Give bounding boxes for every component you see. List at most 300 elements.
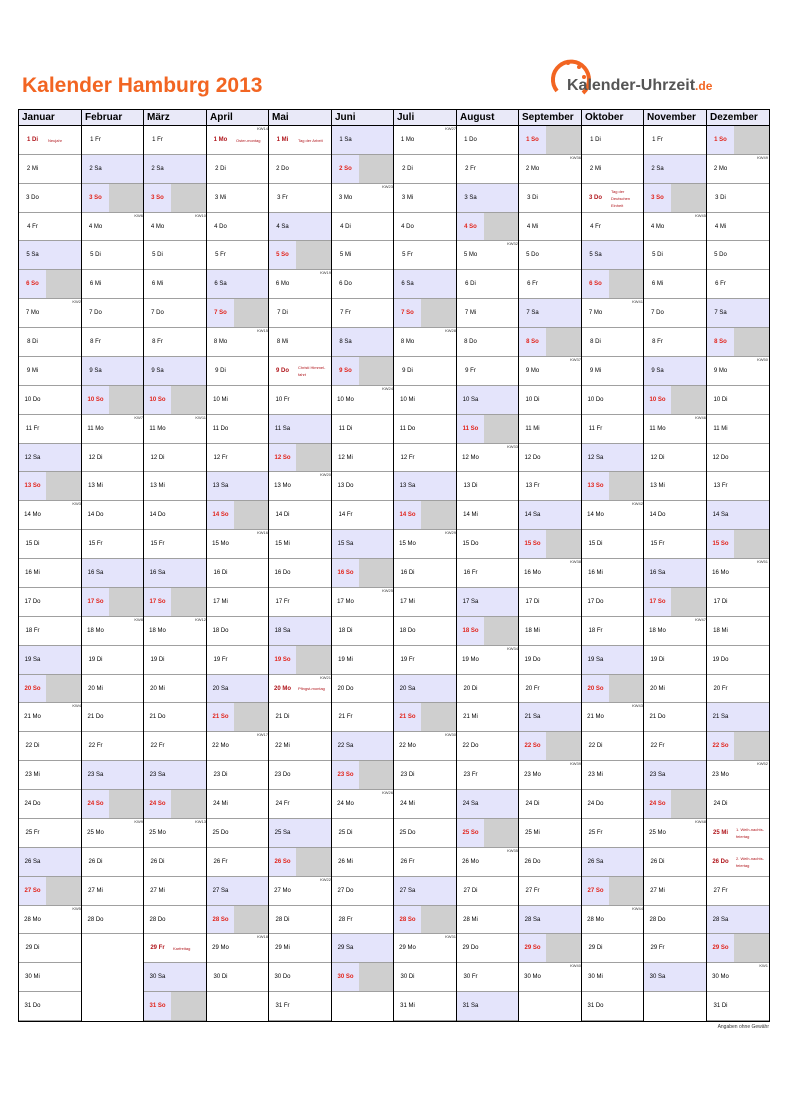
- day-label: 13 Fr: [713, 483, 728, 489]
- day-notes: [171, 241, 207, 269]
- day-cell: [82, 270, 144, 299]
- day-notes: [609, 444, 644, 471]
- day-label: 17 So: [149, 599, 166, 605]
- day-notes: [234, 472, 269, 500]
- holiday-name: Christi Himmel-fahrt: [298, 365, 326, 377]
- day-label: 17 Mo: [337, 599, 354, 605]
- day-cell: [519, 559, 582, 588]
- day-label: 10 So: [649, 397, 666, 403]
- day-label: 28 Mo: [24, 916, 41, 923]
- day-cell: [19, 184, 82, 213]
- day-label: 13 Mo: [274, 483, 291, 489]
- day-cell: [269, 241, 332, 270]
- day-notes: [359, 270, 394, 298]
- day-label: 15 Di: [25, 541, 40, 547]
- day-cell: [19, 761, 82, 790]
- day-label: 26 Mi: [338, 859, 353, 865]
- day-notes: [171, 328, 207, 356]
- day-cell: [19, 444, 82, 472]
- day-notes: [359, 213, 394, 240]
- day-notes: [546, 848, 582, 876]
- day-label: 24 So: [649, 801, 666, 807]
- day-cell: [582, 732, 644, 761]
- day-label: 6 Di: [465, 281, 476, 287]
- day-cell: [207, 559, 269, 588]
- day-cell: [707, 703, 769, 732]
- day-label: 10 Di: [525, 397, 540, 403]
- day-notes: [546, 328, 582, 356]
- day-cell: [332, 299, 394, 328]
- day-cell: [707, 241, 769, 270]
- day-cell: [644, 819, 707, 848]
- day-label: 18 Mi: [525, 628, 540, 634]
- day-label: 23 Mo: [712, 772, 729, 778]
- day-label: 12 Di: [650, 454, 665, 461]
- day-cell: [707, 184, 769, 213]
- day-notes: [421, 472, 457, 500]
- day-cell: [707, 617, 769, 646]
- day-notes: [671, 328, 707, 356]
- day-label: 27 Sa: [212, 888, 229, 894]
- day-notes: [609, 848, 644, 876]
- day-cell: [707, 906, 769, 934]
- day-notes: [421, 299, 457, 327]
- logo-text: Kalender-Uhrzeit.de: [567, 77, 713, 94]
- day-label: 30 Di: [213, 974, 228, 980]
- day-notes: [359, 444, 394, 471]
- day-label: 19 Di: [650, 657, 665, 663]
- day-notes: [734, 934, 769, 962]
- day-label: 24 Mi: [213, 801, 228, 807]
- day-notes: [46, 155, 82, 183]
- day-cell: [582, 819, 644, 848]
- day-cell: [457, 530, 519, 559]
- day-label: 7 Fr: [340, 310, 351, 316]
- day-cell: [207, 646, 269, 675]
- day-notes: [171, 530, 207, 558]
- day-label: 20 So: [24, 685, 41, 692]
- week-number: KW4: [72, 703, 81, 708]
- day-notes: [234, 877, 269, 905]
- day-notes: [546, 819, 582, 847]
- day-cell: [144, 155, 207, 184]
- day-label: 6 Mo: [275, 281, 290, 287]
- day-cell: [519, 790, 582, 819]
- day-cell: [644, 415, 707, 444]
- day-cell: [644, 877, 707, 906]
- day-label: 12 Sa: [587, 454, 604, 461]
- day-notes: [484, 357, 519, 385]
- day-notes: [546, 617, 582, 645]
- day-cell: [207, 703, 269, 732]
- day-cell: [207, 963, 269, 992]
- day-cell: [582, 184, 644, 213]
- day-label: 12 Di: [150, 454, 165, 461]
- day-cell: [457, 270, 519, 299]
- day-cell: [207, 877, 269, 906]
- day-cell: [207, 848, 269, 877]
- day-notes: [609, 559, 644, 587]
- day-label: 12 Mo: [462, 454, 479, 461]
- day-notes: [359, 877, 394, 905]
- day-label: 23 So: [337, 772, 354, 778]
- day-notes: [171, 675, 207, 702]
- day-cell: [394, 906, 457, 934]
- day-label: 29 So: [712, 945, 729, 951]
- week-number: KW20: [320, 472, 331, 477]
- day-label: 9 Mo: [525, 368, 540, 374]
- day-notes: [359, 848, 394, 876]
- day-notes: [234, 213, 269, 240]
- day-label: 2 So: [339, 166, 352, 172]
- week-number: KW51: [757, 559, 768, 564]
- day-notes: [484, 155, 519, 183]
- day-cell: [19, 934, 82, 963]
- day-cell: [332, 415, 394, 444]
- day-label: 9 Mi: [26, 368, 39, 374]
- day-cell: [82, 444, 144, 472]
- day-label: 16 Mo: [712, 570, 729, 576]
- day-notes: [671, 184, 707, 212]
- day-cell: [19, 646, 82, 675]
- week-number: KW27: [445, 126, 456, 131]
- day-label: 3 Do: [588, 195, 602, 201]
- day-cell: [269, 270, 332, 299]
- holiday-name: Pfingst-montag: [298, 686, 325, 691]
- week-number: KW6: [134, 213, 143, 218]
- day-cell: [82, 848, 144, 877]
- day-cell: [394, 299, 457, 328]
- day-label: 4 Mi: [714, 223, 727, 230]
- day-label: 23 Sa: [649, 772, 666, 778]
- day-notes: [734, 877, 769, 905]
- day-notes: [46, 646, 82, 674]
- day-notes: [546, 241, 582, 269]
- day-label: 24 Do: [587, 801, 604, 807]
- month-header: September: [519, 110, 582, 126]
- day-label: 4 Do: [214, 223, 227, 230]
- day-label: 7 Do: [151, 310, 164, 316]
- month-header: Mai: [269, 110, 332, 126]
- day-cell: [207, 386, 269, 415]
- day-label: 5 Sa: [589, 252, 602, 258]
- week-number: KW23: [382, 184, 393, 189]
- day-cell: [19, 213, 82, 241]
- day-label: 5 Di: [152, 252, 163, 258]
- day-notes: [46, 617, 82, 645]
- day-cell: [582, 386, 644, 415]
- day-label: 30 Di: [400, 974, 415, 980]
- day-label: 5 Mi: [339, 252, 352, 258]
- day-label: 20 Do: [337, 685, 354, 692]
- day-label: 11 Mo: [87, 426, 104, 432]
- day-label: 8 Fr: [90, 339, 101, 345]
- day-label: 17 Do: [587, 599, 604, 605]
- page-title: Kalender Hamburg 2013: [22, 74, 263, 97]
- day-label: 22 Di: [25, 743, 40, 749]
- day-label: 17 Di: [525, 599, 540, 605]
- day-notes: [296, 386, 332, 414]
- day-label: 22 So: [712, 743, 729, 749]
- day-notes: [484, 877, 519, 905]
- day-cell: [519, 501, 582, 530]
- day-label: 9 Sa: [651, 368, 664, 374]
- day-notes: [609, 732, 644, 760]
- month-header: Dezember: [707, 110, 769, 126]
- day-label: 2 Mi: [26, 166, 39, 172]
- day-cell: [457, 357, 519, 386]
- day-label: 15 Fr: [650, 541, 665, 547]
- disclaimer: Angaben ohne Gewähr: [717, 1024, 769, 1030]
- day-cell: [707, 501, 769, 530]
- day-label: 5 Sa: [26, 252, 39, 258]
- day-notes: [296, 703, 332, 731]
- day-cell: [644, 299, 707, 328]
- day-label: 13 So: [24, 483, 41, 489]
- day-label: 20 Mo: [273, 685, 291, 692]
- day-notes: [421, 819, 457, 847]
- day-label: 15 Di: [588, 541, 603, 547]
- day-label: 21 Fr: [338, 714, 353, 720]
- day-notes: [734, 703, 769, 731]
- day-label: 29 Fr: [650, 945, 665, 951]
- day-notes: [484, 386, 519, 414]
- day-label: 11 Sa: [274, 426, 291, 432]
- day-label: 6 Fr: [715, 281, 726, 287]
- day-notes: [109, 328, 144, 356]
- day-notes: [421, 963, 457, 991]
- week-number: KW32: [507, 241, 518, 246]
- day-notes: [484, 472, 519, 500]
- day-notes: [234, 155, 269, 183]
- day-label: 25 Mo: [149, 830, 166, 836]
- day-cell: [269, 992, 332, 1021]
- day-label: 17 So: [87, 599, 104, 605]
- day-label: 30 Mo: [524, 974, 541, 980]
- day-label: 6 Mi: [151, 281, 164, 287]
- day-cell: [519, 270, 582, 299]
- day-notes: [234, 357, 269, 385]
- day-cell: [82, 646, 144, 675]
- day-notes: [671, 732, 707, 760]
- day-label: 22 Sa: [337, 743, 354, 749]
- day-label: 7 Do: [651, 310, 664, 316]
- day-label: 25 Mo: [87, 830, 104, 836]
- day-notes: [171, 299, 207, 327]
- week-number: KW44: [632, 906, 643, 911]
- day-notes: [171, 906, 207, 933]
- day-label: 31 Mi: [400, 1003, 415, 1009]
- day-notes: [546, 415, 582, 443]
- day-label: 13 Mi: [650, 483, 665, 489]
- day-notes: [359, 675, 394, 702]
- day-cell: [519, 386, 582, 415]
- day-cell: [644, 617, 707, 646]
- day-cell: [519, 646, 582, 675]
- day-notes: [46, 270, 82, 298]
- day-cell: [394, 646, 457, 675]
- calendar-grid: [18, 109, 770, 1022]
- day-cell: [332, 386, 394, 415]
- day-cell: [644, 963, 707, 992]
- day-label: 5 Fr: [215, 252, 226, 258]
- day-cell: [457, 328, 519, 357]
- day-label: 26 Fr: [400, 859, 415, 865]
- day-label: 21 Sa: [524, 714, 541, 720]
- day-notes: [734, 675, 769, 702]
- day-cell: [332, 906, 394, 934]
- day-notes: [484, 559, 519, 587]
- day-notes: [671, 934, 707, 962]
- day-cell: [394, 819, 457, 848]
- day-label: 8 Di: [27, 339, 38, 345]
- month-header: April: [207, 110, 269, 126]
- day-cell: [269, 559, 332, 588]
- day-label: 16 Do: [274, 570, 291, 576]
- day-cell: [707, 790, 769, 819]
- day-cell: [207, 675, 269, 703]
- day-notes: [296, 992, 332, 1020]
- day-cell: [457, 963, 519, 992]
- day-notes: [296, 819, 332, 847]
- day-cell: [269, 155, 332, 184]
- day-label: 28 So: [399, 916, 416, 923]
- day-label: 14 Do: [149, 512, 166, 518]
- day-label: 10 Sa: [462, 397, 479, 403]
- day-notes: [609, 270, 644, 298]
- day-cell: [519, 906, 582, 934]
- day-notes: [296, 761, 332, 789]
- day-cell: [644, 559, 707, 588]
- day-cell: [269, 617, 332, 646]
- day-label: 13 Mi: [88, 483, 103, 489]
- day-cell: [19, 963, 82, 992]
- day-label: 13 Sa: [399, 483, 416, 489]
- day-cell: [207, 241, 269, 270]
- day-label: 18 Fr: [588, 628, 603, 634]
- day-label: 31 Do: [24, 1003, 41, 1009]
- day-cell: [582, 155, 644, 184]
- day-cell: [144, 646, 207, 675]
- day-cell: [394, 213, 457, 241]
- day-cell: [394, 501, 457, 530]
- month-header: November: [644, 110, 707, 126]
- day-label: 23 Sa: [149, 772, 166, 778]
- day-cell: [519, 934, 582, 963]
- day-cell: [332, 617, 394, 646]
- month-header: Januar: [19, 110, 82, 126]
- day-cell: [582, 270, 644, 299]
- day-notes: [109, 559, 144, 587]
- day-label: 30 Fr: [463, 974, 478, 980]
- day-label: 5 Do: [526, 252, 539, 258]
- day-cell: [707, 877, 769, 906]
- day-cell: [707, 386, 769, 415]
- day-label: 13 Sa: [212, 483, 229, 489]
- day-label: 25 Fr: [588, 830, 603, 836]
- day-notes: [171, 357, 207, 385]
- day-notes: [171, 501, 207, 529]
- day-notes: [359, 328, 394, 356]
- day-notes: [609, 761, 644, 789]
- day-cell: [207, 906, 269, 934]
- day-label: 10 So: [87, 397, 104, 403]
- day-label: 24 So: [87, 801, 104, 807]
- day-label: 4 Mo: [150, 223, 165, 230]
- day-notes: [234, 501, 269, 529]
- day-label: 10 So: [149, 397, 166, 403]
- day-notes: [609, 646, 644, 674]
- day-notes: [234, 415, 269, 443]
- day-label: 16 Mi: [25, 570, 40, 576]
- day-notes: [421, 761, 457, 789]
- day-cell: [644, 270, 707, 299]
- day-notes: [671, 241, 707, 269]
- day-cell: [269, 501, 332, 530]
- day-cell: [707, 992, 769, 1021]
- day-notes: [359, 819, 394, 847]
- day-label: 6 Sa: [401, 281, 414, 287]
- day-cell: [269, 761, 332, 790]
- day-label: 23 Di: [400, 772, 415, 778]
- day-cell: [457, 126, 519, 155]
- day-notes: [546, 213, 582, 240]
- day-cell: [269, 588, 332, 617]
- holiday-name: Neujahr: [48, 137, 63, 143]
- day-cell: [19, 617, 82, 646]
- day-notes: [109, 703, 144, 731]
- day-label: 10 Fr: [275, 397, 290, 403]
- day-label: 26 Di: [150, 859, 165, 865]
- day-cell: [519, 732, 582, 761]
- day-label: 4 Mo: [88, 223, 103, 230]
- day-notes: [234, 588, 269, 616]
- day-notes: [46, 992, 82, 1020]
- day-label: 11 Di: [338, 426, 353, 432]
- day-label: 19 Do: [712, 657, 729, 663]
- day-label: 5 Mo: [463, 252, 478, 258]
- day-notes: [109, 790, 144, 818]
- day-cell: [582, 444, 644, 472]
- day-cell: [82, 703, 144, 732]
- day-label: 9 So: [339, 368, 352, 374]
- day-label: 7 Di: [277, 310, 288, 316]
- day-cell: [144, 992, 207, 1021]
- day-notes: [671, 675, 707, 702]
- day-cell: [457, 732, 519, 761]
- week-number: KW52: [757, 761, 768, 766]
- day-notes: [171, 790, 207, 818]
- day-cell: [144, 963, 207, 992]
- day-cell: [644, 184, 707, 213]
- day-cell: [457, 675, 519, 703]
- holiday-name: 2. Weih-nachts-feiertag: [736, 856, 764, 868]
- day-notes: [734, 906, 769, 933]
- day-notes: [171, 126, 207, 154]
- day-notes: [671, 444, 707, 471]
- day-notes: [734, 213, 769, 240]
- day-notes: [609, 386, 644, 414]
- day-cell: [394, 472, 457, 501]
- day-cell: [644, 472, 707, 501]
- day-notes: [734, 617, 769, 645]
- week-number: KW9: [134, 819, 143, 824]
- day-notes: [546, 270, 582, 298]
- day-label: 6 So: [589, 281, 602, 287]
- day-notes: [484, 501, 519, 529]
- day-cell: [332, 472, 394, 501]
- week-number: KW5: [72, 906, 81, 911]
